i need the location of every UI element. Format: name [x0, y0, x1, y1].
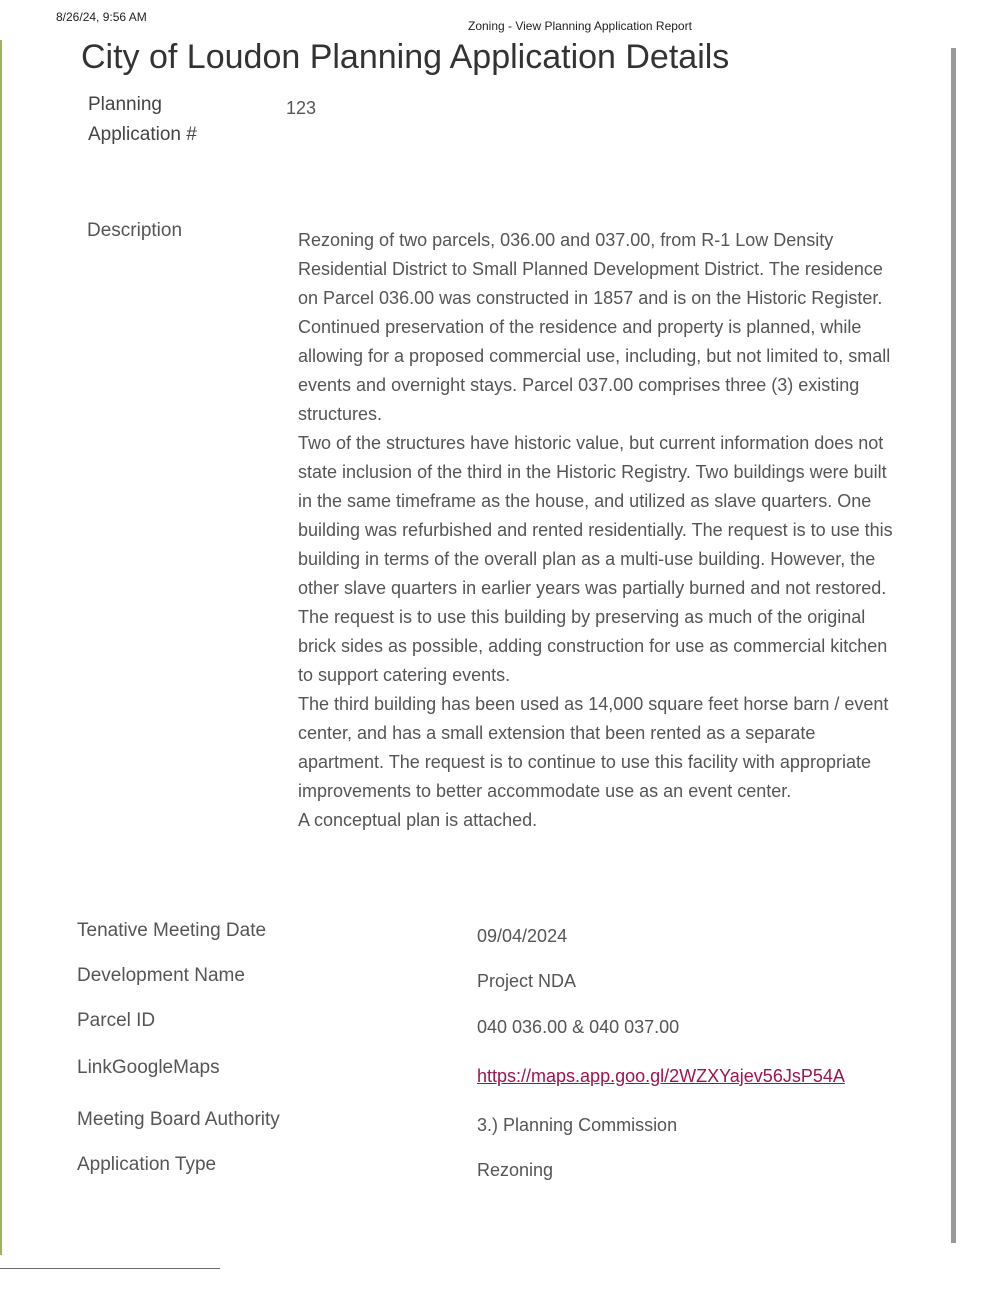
parcel-id-value: 040 036.00 & 040 037.00: [477, 1017, 680, 1037]
page-title: City of Loudon Planning Application Details: [81, 38, 730, 76]
google-maps-link[interactable]: https://maps.app.goo.gl/2WZXYajev56JsP54A: [477, 1066, 845, 1086]
google-maps-label: LinkGoogleMaps: [77, 1057, 220, 1078]
description-label: Description: [87, 220, 183, 241]
application-type-label: Application Type: [77, 1154, 217, 1175]
print-timestamp: 8/26/24, 9:56 AM: [56, 10, 147, 24]
board-authority-label: Meeting Board Authority: [77, 1109, 280, 1130]
application-number-value: 123: [286, 98, 317, 118]
board-authority-value: 3.) Planning Commission: [477, 1115, 678, 1135]
meeting-date-label: Tenative Meeting Date: [77, 920, 267, 941]
development-name-value: Project NDA: [477, 971, 577, 991]
description-paragraph: A conceptual plan is attached.: [298, 810, 538, 830]
parcel-id-label: Parcel ID: [77, 1010, 156, 1031]
application-type-value: Rezoning: [477, 1160, 554, 1180]
print-report-title: Zoning - View Planning Application Report: [468, 19, 692, 33]
description-paragraph: The third building has been used as 14,000 square feet horse barn / event center, and has a small extension that been rented as a separate apartment. The request is to continue to use this facility with appropriate improvements to better accommodate use as an event center.: [298, 694, 889, 801]
meeting-date-value: 09/04/2024: [477, 926, 568, 946]
description-paragraph: Rezoning of two parcels, 036.00 and 037.00, from R-1 Low Density Residential District to Small Planned Development District. The residence on Parcel 036.00 was constructed in 1857 and is on the Historic Register. Continued preservation of the residence and property is planned, while allowing for a proposed commercial use, including, but not limited to, small events and overnight stays. Parcel 037.00 comprises three (3) existing structures.: [298, 230, 891, 424]
description-text: [298, 226, 898, 835]
development-name-label: Development Name: [77, 965, 245, 986]
application-number-label: Planning Application #: [88, 94, 197, 145]
bottom-divider: [0, 1268, 220, 1269]
description-paragraph: Two of the structures have historic value, but current information does not state inclusion of the third in the Historic Registry. Two buildings were built in the same timeframe as the house, and utilized as slave quarters. One building was refurbished and rented residentially. The request is to use this building in terms of the overall plan as a multi-use building. However, the other slave quarters in earlier years was partially burned and not restored. The request is to use this building by preserving as much of the original brick sides as possible, adding construction for use as commercial kitchen to support catering events.: [298, 433, 893, 685]
page-left-edge: [0, 40, 2, 1255]
page-right-edge: [951, 48, 956, 1243]
